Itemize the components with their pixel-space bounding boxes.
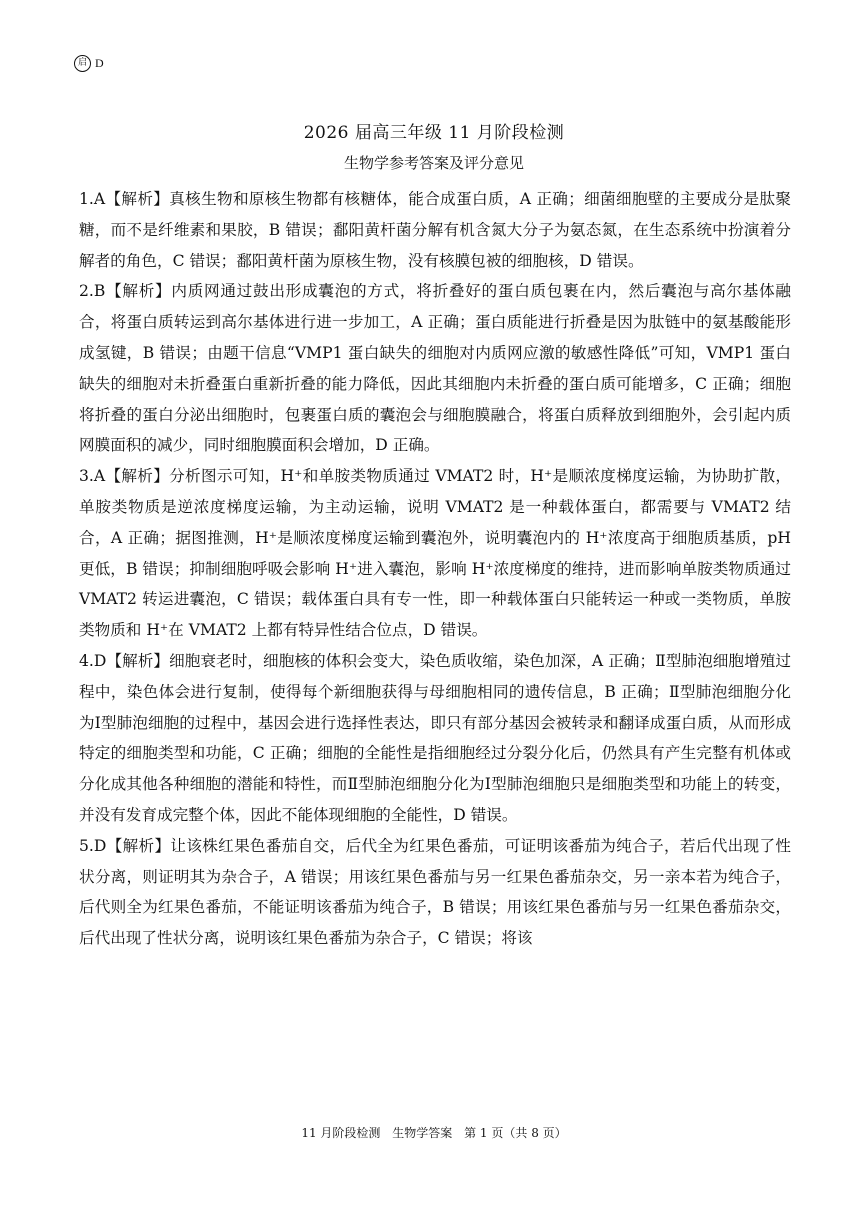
answer-item-5: 5.D【解析】让该株红果色番茄自交，后代全为红果色番茄，可证明该番茄为纯合子，若后代出现了性状分离，则证明其为杂合子，A 错误；用该红果色番茄与另一红果色番茄杂交，另一亲本若为纯合子，后代则全为红果色番茄，不能证明该番茄为纯合子，B 错误；用该红果色番茄与另一红果色番茄杂交，后代出现了性状分离，说明该红果色番茄为杂合子，C 错误；将该 xyxy=(79,836,791,948)
footer-exam: 11 月阶段检测 xyxy=(301,1126,381,1140)
page-subtitle: 生物学参考答案及评分意见 xyxy=(343,154,524,172)
answer-item-2: 2.B【解析】内质网通过鼓出形成囊泡的方式，将折叠好的蛋白质包裹在内，然后囊泡与高尔基体融合，将蛋白质转运到高尔基体进行进一步加工，A 正确；蛋白质能进行折叠是因为肽链中的氨基酸能形成氢键，B 错误；由题干信息“VMP1 蛋白缺失的细胞对内质网应激的敏感性降低”可知，VMP1 蛋白缺失的细胞对未折叠蛋白重新折叠的能力降低，因此其细胞内未折叠的蛋白质可能增多，C 正确；细胞将折叠的蛋白分泌出细胞时，包裹蛋白质的囊泡会与细胞膜融合，将蛋白质释放到细胞外，会引起内质网膜面积的减少，同时细胞膜面积会增加，D 正确。 xyxy=(79,282,792,455)
stamp-mark xyxy=(74,55,104,72)
answer-list xyxy=(79,184,791,954)
footer-subject: 生物学答案 xyxy=(392,1126,453,1140)
page-title: 2026 届高三年级 11 月阶段检测 xyxy=(303,123,565,143)
answer-item-4: 4.D【解析】细胞衰老时，细胞核的体积会变大，染色质收缩，染色加深，A 正确；Ⅱ型肺泡细胞增殖过程中，染色体会进行复制，使得每个新细胞获得与母细胞相同的遗传信息，B 正确；Ⅱ型肺泡细胞分化为Ⅰ型肺泡细胞的过程中，基因会进行选择性表达，即只有部分基因会被转录和翻译成蛋白质，从而形成特定的细胞类型和功能，C 正确；细胞的全能性是指细胞经过分裂分化后，仍然具有产生完整有机体或分化成其他各种细胞的潜能和特性，而Ⅱ型肺泡细胞分化为Ⅰ型肺泡细胞只是细胞类型和功能上的转变，并没有发育成完整个体，因此不能体现细胞的全能性，D 错误。 xyxy=(79,651,791,824)
page-footer xyxy=(0,1124,868,1141)
answer-item-1: 1.A【解析】真核生物和原核生物都有核糖体，能合成蛋白质，A 正确；细菌细胞壁的主要成分是肽聚糖，而不是纤维素和果胶，B 错误；鄱阳黄杆菌分解有机含氮大分子为氨态氮，在生态系统中扮演着分解者的角色，C 错误；鄱阳黄杆菌为原核生物，没有核膜包被的细胞核，D 错误。 xyxy=(79,190,791,270)
stamp-letter: D xyxy=(95,56,104,70)
footer-page: 第 1 页（共 8 页） xyxy=(464,1126,567,1140)
stamp-circle: 启 xyxy=(74,55,91,72)
answer-item-3: 3.A【解析】分析图示可知，H⁺和单胺类物质通过 VMAT2 时，H⁺是顺浓度梯度运输，为协助扩散，单胺类物质是逆浓度梯度运输，为主动运输，说明 VMAT2 是一种载体蛋白，都需要与 VMAT2 结合，A 正确；据图推测，H⁺是顺浓度梯度运输到囊泡外，说明囊泡内的 H⁺浓度高于细胞质基质，pH 更低，B 错误；抑制细胞呼吸会影响 H⁺进入囊泡，影响 H⁺浓度梯度的维持，进而影响单胺类物质通过 VMAT2 转运进囊泡，C 错误；载体蛋白具有专一性，即一种载体蛋白只能转运一种或一类物质，单胺类物质和 H⁺在 VMAT2 上都有特异性结合位点，D 错误。 xyxy=(79,467,791,640)
